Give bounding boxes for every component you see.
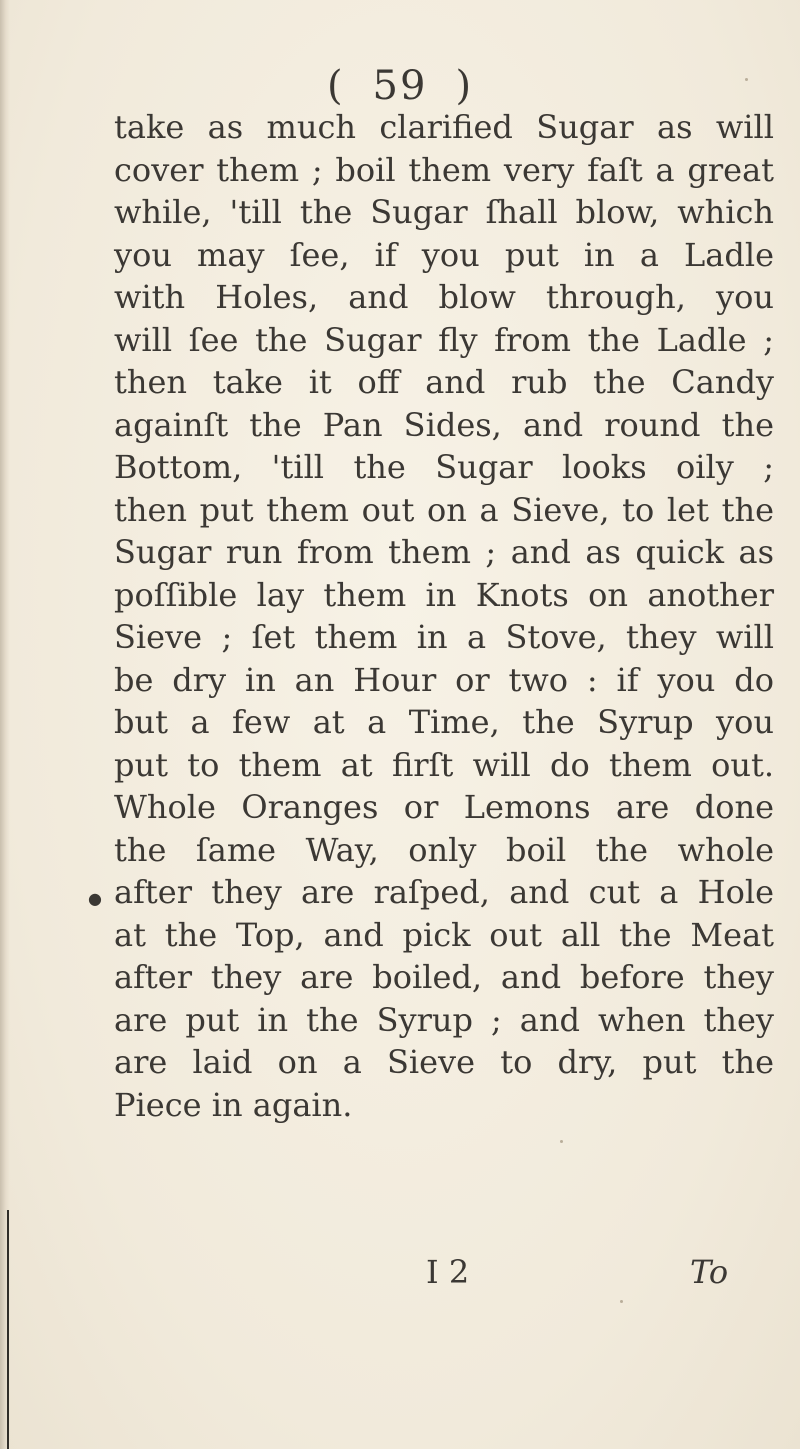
page-number: 59 (372, 63, 428, 109)
text-line: you may ſee, if you put in a Ladle (114, 235, 774, 274)
text-line: with Holes, and blow through, you (114, 278, 774, 316)
text-line: are put in the Syrup ; and when they (114, 1000, 774, 1039)
text-line: then put them out on a Sieve, to let the (114, 490, 774, 529)
text-line: at the Top, and pick out all the Meat (114, 915, 774, 954)
text-line: againſt the Pan Sides, and round the (114, 405, 774, 444)
text-line: but a few at a Time, the Syrup you (114, 703, 774, 741)
paper-speck (620, 1300, 623, 1303)
ink-blot-mark: ● (88, 889, 102, 908)
page-header (0, 63, 800, 109)
text-line: are laid on a Sieve to dry, put the (114, 1043, 774, 1081)
text-line: be dry in an Hour or two : if you do (114, 660, 774, 699)
text-line: poſſible lay them in Knots on another (114, 575, 774, 614)
text-line: after they are boiled, and before they (114, 958, 774, 996)
text-line: Sieve ; ſet them in a Stove, they will (114, 618, 774, 656)
text-line: the ſame Way, only boil the whole (114, 830, 774, 869)
text-line: take as much clarified Sugar as will (114, 108, 774, 146)
text-line: put to them at firſt will do them out. (114, 745, 774, 784)
paper-speck (745, 78, 748, 81)
text-line: then take it off and rub the Candy (114, 363, 774, 401)
text-line: will ſee the Sugar fly from the Ladle ; (114, 320, 774, 359)
catchword: To (690, 1253, 729, 1291)
binding-edge-line (7, 1210, 9, 1449)
header-open-paren: ( (326, 63, 345, 109)
signature-mark: I 2 (426, 1253, 470, 1291)
text-line: while, 'till the Sugar ſhall blow, which (114, 193, 774, 231)
text-line: Whole Oranges or Lemons are done (114, 788, 774, 826)
text-line: after they are raſped, and cut a Hole (114, 873, 774, 911)
body-text (114, 106, 774, 1126)
text-line: Piece in again. (114, 1085, 353, 1124)
header-close-paren: ) (455, 63, 474, 109)
text-line: Sugar run from them ; and as quick as (114, 533, 774, 571)
paper-speck (560, 1140, 563, 1143)
text-line: Bottom, 'till the Sugar looks oily ; (114, 448, 774, 486)
text-line: cover them ; boil them very faſt a great (114, 150, 774, 189)
